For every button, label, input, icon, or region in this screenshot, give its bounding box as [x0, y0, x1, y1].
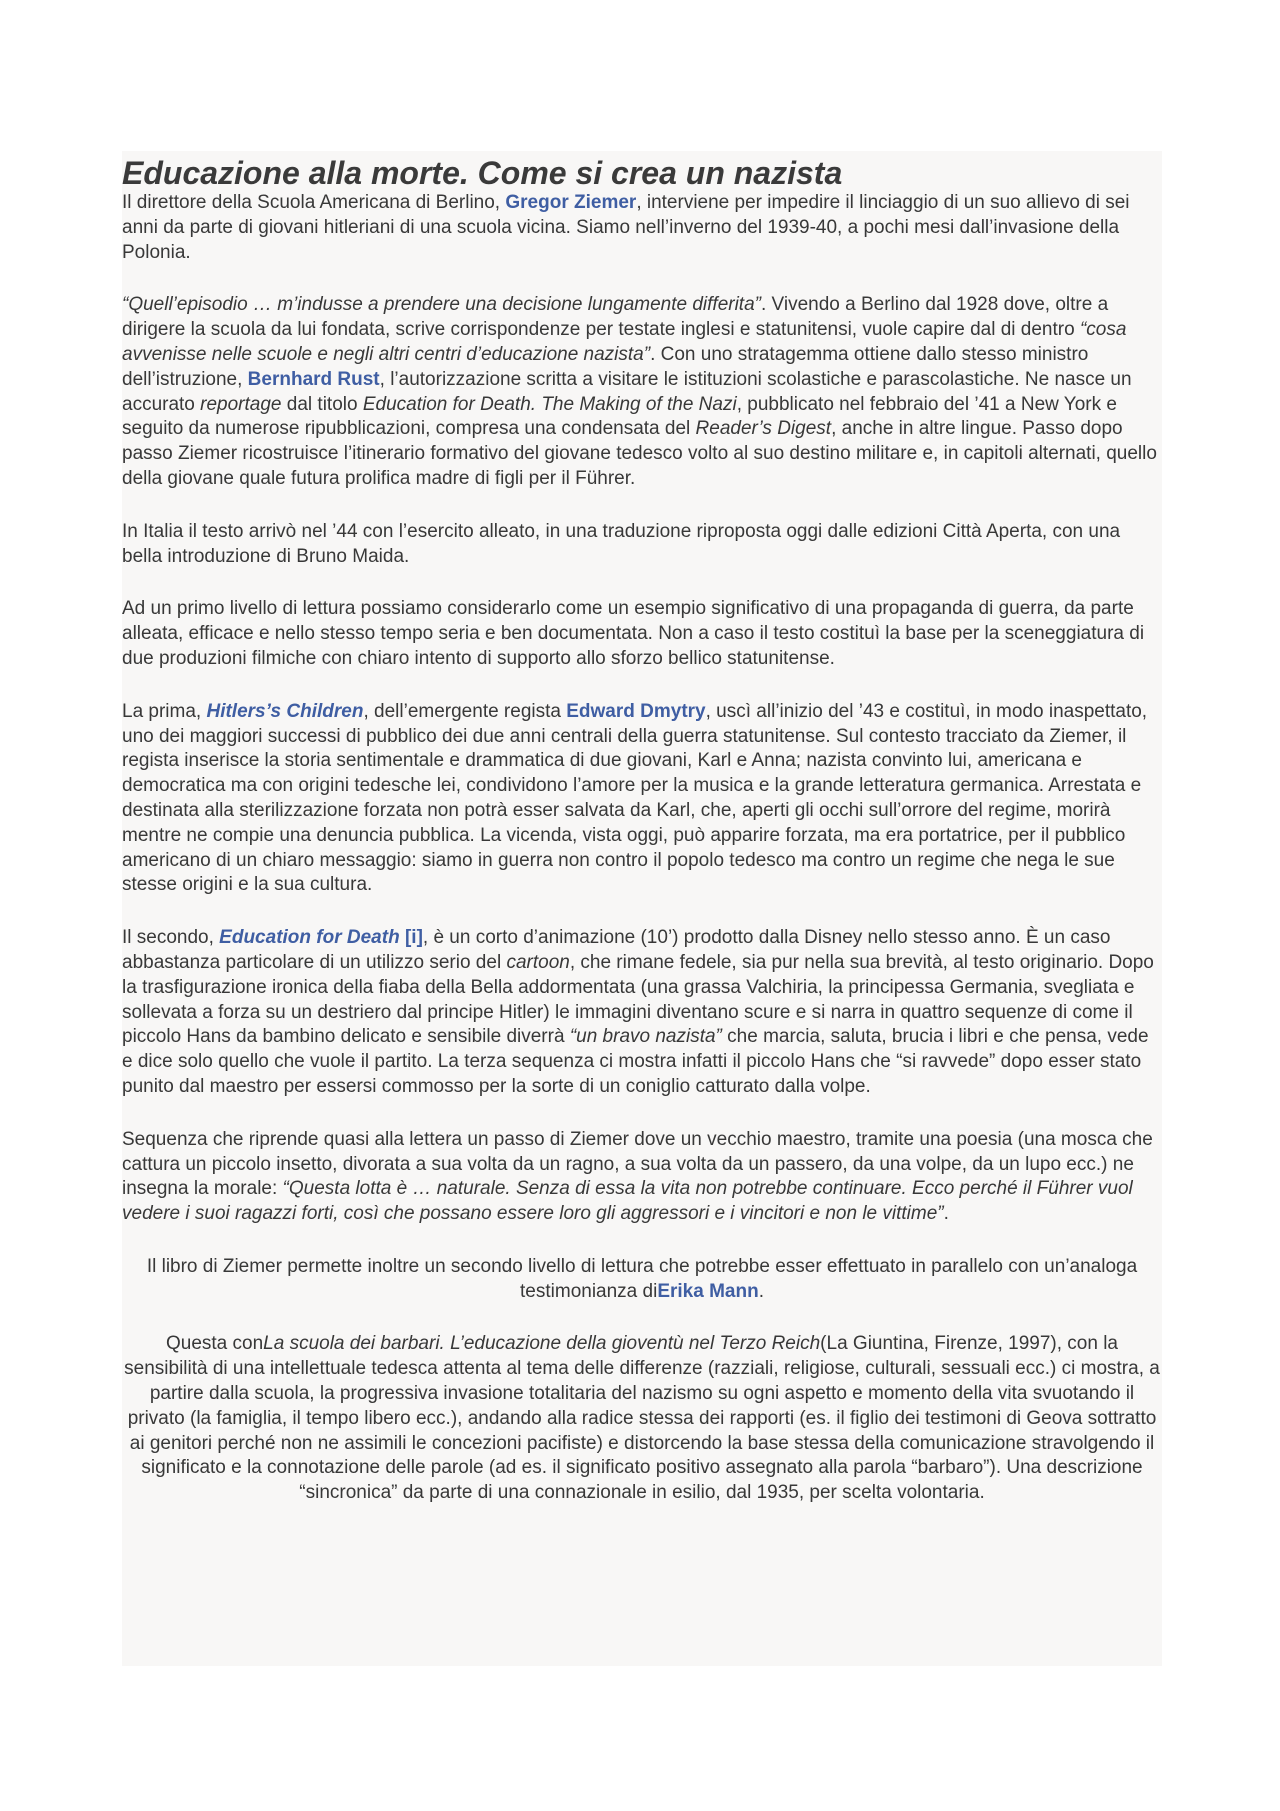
paragraph-7 [122, 1128, 1162, 1227]
book-title: Education for Death. The Making of the Nazi [362, 393, 737, 415]
link-hitlers-children[interactable]: Hitlers’s Children [206, 700, 364, 722]
text: , che rimane fedele, sia pur nella sua brevità, al testo originario. Dopo la trasfigurazione ironica della fiaba della Bella addormentata (una grassa Valchiria, la principessa Germania, svegliata e sollevata a forza su un destriero dal principe Hitler) le immagini diventano scure e si narra in quattro sequenze di come il piccolo Hans da bambino delicato e sensibile diverrà [122, 951, 1154, 1048]
text: , anche in altre lingue. Passo dopo passo Ziemer ricostruisce l’itinerario formativo del giovane tedesco volto al suo destino militare e, in capitoli alternati, quello della giovane quale futura prolifica madre di figli per il Führer. [122, 418, 1157, 489]
article-title: Educazione alla morte. Come si crea un nazista [122, 155, 843, 191]
paragraph-6 [122, 926, 1162, 1100]
text: Il secondo, [122, 927, 220, 949]
text: La prima, [122, 700, 207, 722]
text: , dell’emergente regista [363, 700, 567, 722]
text: , interviene per impedire il linciaggio di un suo allievo di sei anni da parte di giovani hitleriani di una scuola vicina. Siamo nell’inverno del 1939-40, a pochi mesi dall’invasione della Polonia. [122, 192, 1130, 263]
link-education-for-death[interactable]: Education for Death [219, 927, 400, 949]
paragraph-8 [122, 1255, 1162, 1305]
text: Sequenza che riprende quasi alla lettera un passo di Ziemer dove un vecchio maestro, tramite una poesia (una mosca che cattura un piccolo insetto, divorata a sua volta da un ragno, a sua volta da un passero, da una volpe, da un lupo ecc.) ne insegna la morale: [122, 1128, 1153, 1200]
link-erika-mann[interactable]: Erika Mann [657, 1280, 759, 1302]
footnote-link[interactable]: [i] [404, 927, 423, 949]
link-gregor-ziemer[interactable]: Gregor Ziemer [505, 192, 637, 213]
text: Il libro di Ziemer permette inoltre un secondo livello di lettura che potrebbe esser effettuato in parallelo con un’analoga testimonianza di [146, 1255, 1138, 1302]
text: dal titolo [281, 393, 363, 415]
link-edward-dmytry[interactable]: Edward Dmytry [566, 700, 706, 722]
text: . Con uno stratagemma ottiene dallo stesso ministro dell’istruzione, [122, 343, 1089, 390]
book-title: La scuola dei barbari. L’educazione della gioventù nel Terzo Reich [263, 1333, 821, 1355]
italic-text: Reader’s Digest [695, 418, 832, 440]
text: che marcia, saluta, brucia i libri e che pensa, vede e dice solo quello che vuole il partito. La terza sequenza ci mostra infatti il piccolo Hans che “si ravvede” dopo esser stato punito dal maestro per essersi commosso per la sorte di un coniglio catturato dalla volpe. [122, 1026, 1149, 1097]
paragraph-1 [122, 191, 1162, 265]
paragraph-9 [122, 1332, 1162, 1506]
paragraph-2 [122, 293, 1162, 491]
document-page [122, 151, 1162, 1666]
italic-text: cartoon [506, 951, 570, 973]
text: . [943, 1203, 949, 1225]
text: Il direttore della Scuola Americana di Berlino, [122, 192, 506, 213]
quote: “Quell’episodio … m’indusse a prendere una decisione lungamente differita” [122, 294, 761, 316]
paragraph-3: In Italia il testo arrivò nel ’44 con l’esercito alleato, in una traduzione riproposta oggi dalle edizioni Città Aperta, con una bella introduzione di Bruno Maida. [122, 520, 1121, 567]
paragraph-5 [122, 700, 1162, 898]
text: Questa con [165, 1333, 264, 1355]
quote: “cosa avvenisse nelle scuole e negli altri centri d’educazione nazista” [122, 319, 1127, 365]
quote: “Questa lotta è … naturale. Senza di essa la vita non potrebbe continuare. Ecco perché il Führer vuol vedere i suoi ragazzi forti, così che possano essere loro gli aggressori e i vincitori e non le vittime” [122, 1178, 1133, 1225]
italic-text: reportage [200, 393, 282, 415]
text: , è un corto d’animazione (10’) prodotto dalla Disney nello stesso anno. È un caso abbastanza particolare di un utilizzo serio del [122, 927, 1111, 973]
paragraph-4: Ad un primo livello di lettura possiamo considerarlo come un esempio significativo di una propaganda di guerra, da parte alleata, efficace e nello stesso tempo seria e ben documentata. Non a caso il testo costituì la base per la sceneggiatura di due produzioni filmiche con chiaro intento di supporto allo sforzo bellico statunitense. [122, 598, 1145, 669]
quote: “un bravo nazista” [569, 1026, 722, 1048]
link-bernhard-rust[interactable]: Bernhard Rust [247, 368, 380, 390]
text: . [758, 1280, 764, 1302]
text: (La Giuntina, Firenze, 1997), con la sensibilità di una intellettuale tedesca attenta al tema delle differenze (razziali, religiose, culturali, sessuali ecc.) ci mostra, a partire dalla scuola, la progressiva invasione totalitaria del nazismo su ogni aspetto e momento della vita svuotando il privato (la famiglia, il tempo libero ecc.), andando alla radice stessa dei rapporti (es. il figlio dei testimoni di Geova sottratto ai genitori perché non ne assimili le concezioni pacifiste) e distorcendo la base stessa della comunicazione stravolgendo il significato e la connotazione delle parole (ad es. il significato positivo assegnato alla parola “barbaro”). Una descrizione “sincronica” da parte di una connazionale in esilio, dal 1935, per scelta volontaria. [124, 1333, 1160, 1504]
text: , uscì all’inizio del ’43 e costituì, in modo inaspettato, uno dei maggiori successi di pubblico dei due anni centrali della guerra statunitense. Sul contesto tracciato da Ziemer, il regista inserisce la storia sentimentale e drammatica di due giovani, Karl e Anna; nazista convinto lui, americana e democratica ma con origini tedesche lei, condividono l’amore per la musica e la grande letteratura germanica. Arrestata e destinata alla sterilizzazione forzata non potrà esser salvata da Karl, che, aperti gli occhi sull’orrore del regime, morirà mentre ne compie una denuncia pubblica. La vicenda, vista oggi, può apparire forzata, ma era portatrice, per il pubblico americano di un chiaro messaggio: siamo in guerra non contro il popolo tedesco ma contro un regime che nega le sue stesse origini e la sua cultura. [122, 700, 1148, 896]
text: . Vivendo a Berlino dal 1928 dove, oltre a dirigere la scuola da lui fondata, scrive corrispondenze per testate inglesi e statunitensi, vuole capire dal di dentro [122, 294, 1109, 341]
text: , pubblicato nel febbraio del ’41 a New York e seguito da numerose ripubblicazioni, compresa una condensata del [122, 393, 1117, 440]
text: , l’autorizzazione scritta a visitare le istituzioni scolastiche e parascolastiche. Ne nasce un accurato [122, 368, 1132, 415]
